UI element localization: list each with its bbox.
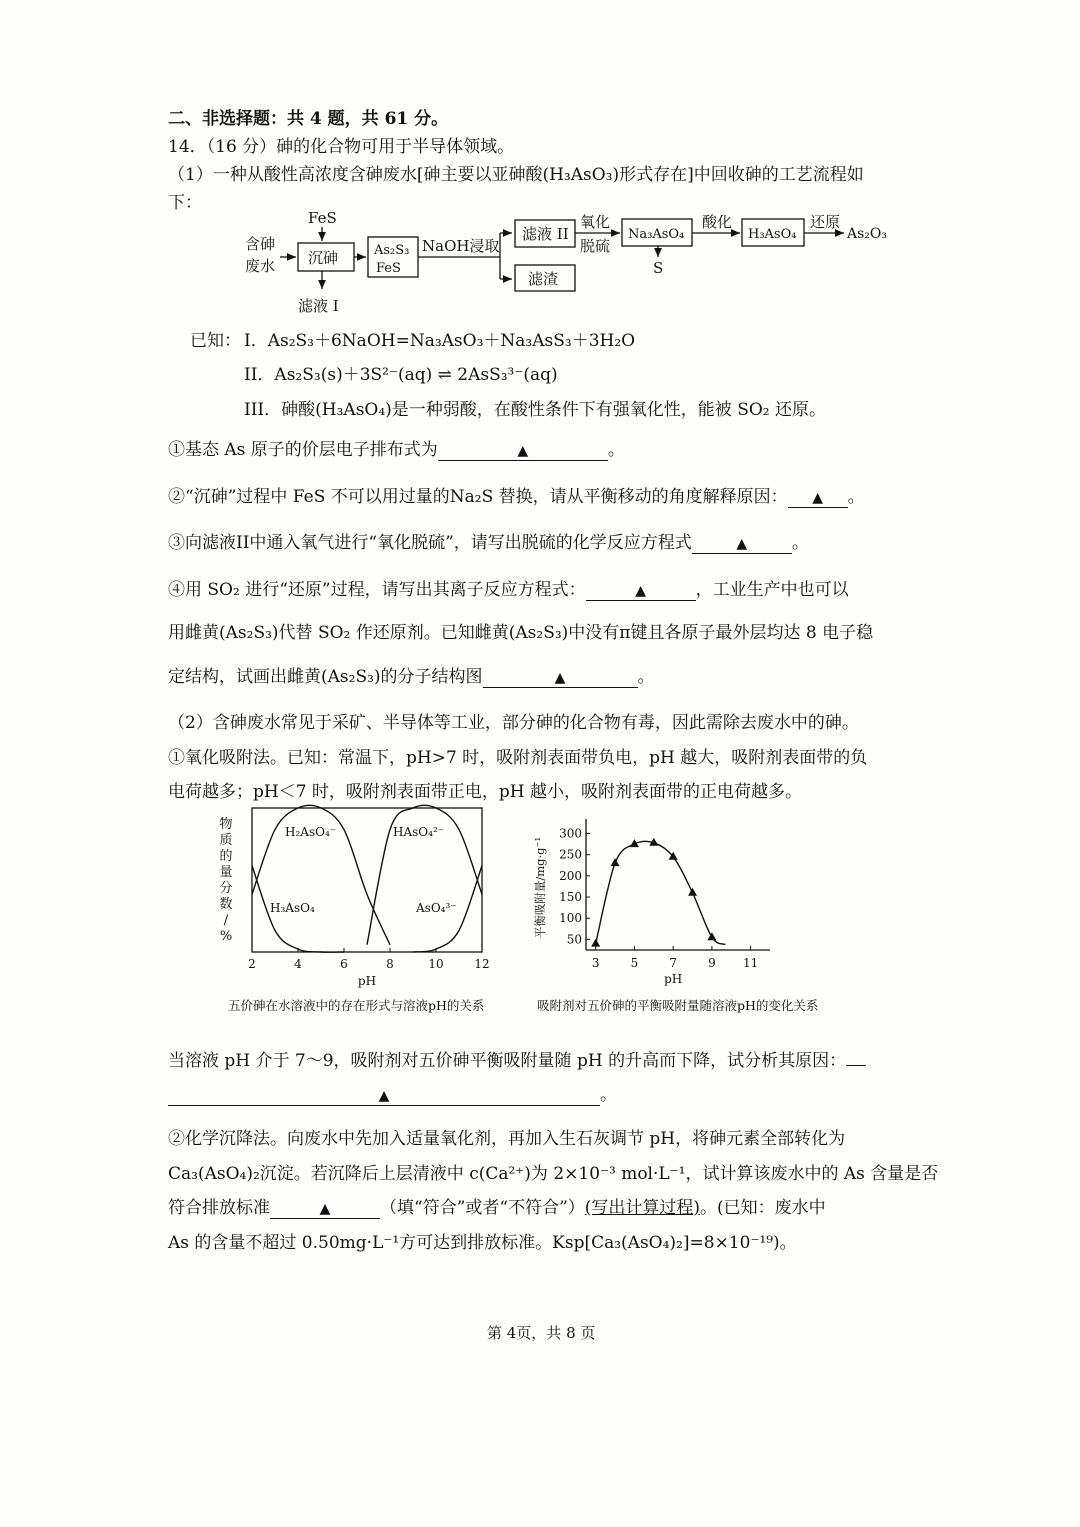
chart1-series-label: H₃AsO₄ [270, 901, 315, 915]
flow-box-solid-line2: FeS [376, 261, 401, 276]
known-iii: III．砷酸(H₃AsO₄)是一种弱酸，在酸性条件下有强氧化性，能被 SO₂ 还原。 [244, 400, 827, 420]
chart2-x-tick-label: 7 [669, 956, 677, 970]
chart-adsorption-capacity [530, 815, 790, 995]
chart1-x-tick-label: 8 [386, 957, 394, 971]
flow-box-residue-label: 滤渣 [528, 270, 559, 288]
known-ii: II．As₂S₃(s)＋3S²⁻(aq) ⇌ 2AsS₃³⁻(aq) [244, 365, 558, 385]
chart2-y-tick-label: 300 [559, 826, 582, 841]
question-4-text-a: ④用 SO₂ 进行“还原”过程，请写出其离子反应方程式： [168, 580, 586, 600]
question-3: ③向滤液II中通入氧气进行“氧化脱硫”，请写出脱硫的化学反应方程式 ▲ 。 [168, 533, 809, 553]
question-6-line2: Ca₃(AsO₄)₂沉淀。若沉降后上层清液中 c(Ca²⁺)为 2×10⁻³ mol·L⁻¹，试计算该废水中的 As 含量是否 [168, 1164, 939, 1184]
flow-acidify-label: 酸化 [702, 213, 733, 231]
flow-oxidation-label1: 氧化 [580, 213, 611, 231]
page-footer: 第 4页，共 8 页 [487, 1324, 596, 1342]
flow-box-solid-line1: As₂S₃ [374, 243, 410, 258]
question-4-line2: 用雌黄(As₂S₃)代替 SO₂ 作还原剂。已知雌黄(As₂S₃)中没有π键且各原子最外层均达 8 电子稳 [168, 623, 874, 643]
chart1-series-label: HAsO₄²⁻ [393, 825, 445, 839]
flow-input-line2: 废水 [245, 257, 276, 275]
answer-blank-4[interactable]: ▲ [586, 580, 696, 601]
chart2-y-tick-label: 200 [559, 868, 582, 883]
question-1: ①基态 As 原子的价层电子排布式为 ▲ 。 [168, 440, 625, 460]
chart-species-distribution [210, 800, 500, 995]
chart1-x-tick-label: 12 [474, 957, 490, 971]
flow-fes-label: FeS [308, 209, 337, 227]
part-2-text-a: ①氧化吸附法。已知：常温下，pH>7 时，吸附剂表面带负电，pH 越大，吸附剂表面带的负 [168, 748, 868, 768]
question-3-text: ③向滤液II中通入氧气进行“氧化脱硫”，请写出脱硫的化学反应方程式 [168, 533, 692, 553]
answer-blank-5[interactable]: ▲ [483, 667, 638, 688]
chart1-y-axis-label-char: 分 [219, 881, 233, 896]
chart1-x-axis-label: pH [357, 974, 377, 988]
chart1-y-axis-label-char: % [219, 929, 233, 944]
known-i: I．As₂S₃＋6NaOH=Na₃AsO₃＋Na₃AsS₃＋3H₂O [244, 331, 636, 351]
flow-naoh-label: NaOH浸取 [422, 237, 500, 255]
chart1-x-tick-label: 4 [294, 957, 302, 971]
chart2-caption: 吸附剂对五价砷的平衡吸附量随溶液pH的变化关系 [537, 998, 819, 1013]
question-6-text-c3: (写出计算过程) [584, 1198, 701, 1218]
question-6-text-c4: 。(已知：废水中 [700, 1198, 826, 1218]
chart2-y-tick-label: 100 [559, 911, 582, 926]
known-label: 已知： [190, 331, 241, 351]
chart2-x-axis-label: pH [664, 972, 683, 986]
flow-box-h3aso4-label: H₃AsO₄ [748, 227, 797, 242]
question-2-text: ②“沉砷”过程中 FeS 不可以用过量的Na₂S 替换，请从平衡移动的角度解释原因： [168, 487, 788, 507]
flow-box-filtrate2-label: 滤液 II [522, 225, 569, 243]
answer-blank-1[interactable]: ▲ [438, 440, 608, 461]
chart2-x-tick-label: 5 [630, 956, 639, 970]
section-header: 二、非选择题：共 4 题，共 61 分。 [168, 109, 449, 129]
flow-box-precipitation-label: 沉砷 [308, 249, 339, 267]
question-5-text: 当溶液 pH 介于 7～9，吸附剂对五价砷平衡吸附量随 pH 的升高而下降，试分析其原因： [168, 1051, 847, 1071]
chart2-y-tick-label: 150 [559, 890, 582, 905]
answer-blank-2[interactable]: ▲ [788, 487, 848, 508]
chart1-y-axis-label-char: / [223, 913, 229, 928]
answer-blank-6[interactable]: ▲ [168, 1085, 600, 1106]
question-4-text-d: 定结构，试画出雌黄(As₂S₃)的分子结构图 [168, 667, 483, 687]
chart1-series-label: AsO₄³⁻ [416, 901, 457, 915]
flow-product-label: As₂O₃ [847, 226, 887, 242]
chart1-y-axis-label-char: 量 [219, 865, 233, 880]
flow-filtrate1-label: 滤液 I [298, 297, 339, 315]
chart2-series-line [596, 841, 726, 944]
question-2: ②“沉砷”过程中 FeS 不可以用过量的Na₂S 替换，请从平衡移动的角度解释原因： ▲ 。 [168, 487, 865, 507]
answer-blank-3[interactable]: ▲ [692, 533, 792, 554]
chart1-y-axis-label-char: 物 [219, 817, 233, 832]
question-14-part1-text: （1）一种从酸性高浓度含砷废水[砷主要以亚砷酸(H₃AsO₃)形式存在]中回收砷的工艺流程如 [168, 165, 864, 185]
flow-sulfur-label: S [653, 259, 664, 277]
chart2-data-point [688, 888, 697, 896]
chart2-data-point [611, 858, 620, 866]
question-6-line1: ②化学沉降法。向废水中先加入适量氧化剂，再加入生石灰调节 pH，将砷元素全部转化为 [168, 1129, 846, 1149]
flow-input-line1: 含砷 [245, 235, 276, 253]
chart2-x-tick-label: 11 [742, 956, 759, 970]
question-14-title: 14．（16 分）砷的化合物可用于半导体领域。 [168, 137, 515, 157]
flow-oxidation-label2: 脱硫 [580, 237, 611, 255]
chart2-data-point [707, 932, 716, 940]
chart2-x-tick-label: 9 [708, 956, 716, 970]
question-6-line3 [168, 1193, 826, 1219]
chart1-y-axis-label-char: 数 [219, 897, 233, 912]
process-flowchart [230, 205, 930, 320]
question-5-line2: ▲ 。 [168, 1080, 617, 1106]
question-6-text-c2: （填“符合”或者“不符合”） [380, 1198, 585, 1218]
question-14-part1-text-cont: 下： [168, 193, 202, 213]
answer-blank-6a[interactable] [846, 1045, 866, 1066]
chart2-x-tick-label: 3 [591, 956, 600, 970]
question-5-line1 [168, 1045, 866, 1071]
question-4-text-b: ，工业生产中也可以 [695, 580, 849, 600]
chart1-x-tick-label: 2 [248, 957, 256, 971]
chart1-caption: 五价砷在水溶液中的存在形式与溶液pH的关系 [228, 998, 485, 1013]
question-4-line3: 定结构，试画出雌黄(As₂S₃)的分子结构图 ▲ 。 [168, 667, 655, 687]
flow-box-na3aso4-label: Na₃AsO₄ [628, 227, 685, 242]
flow-reduce-label: 还原 [810, 213, 841, 231]
chart1-y-axis-label-char: 质 [219, 833, 233, 848]
chart2-y-axis-label: 平衡吸附量/mg·g⁻¹ [533, 836, 547, 939]
chart1-x-tick-label: 10 [428, 957, 444, 971]
chart1-y-axis-label-char: 的 [219, 849, 233, 864]
question-1-text: ①基态 As 原子的价层电子排布式为 [168, 440, 438, 460]
question-6-line4: As 的含量不超过 0.50mg·L⁻¹方可达到排放标准。Ksp[Ca₃(AsO₄)₂]=8×10⁻¹⁹)。 [168, 1233, 797, 1253]
chart2-y-tick-label: 50 [566, 932, 582, 947]
part-2-text-b: 电荷越多；pH＜7 时，吸附剂表面带正电，pH 越小，吸附剂表面带的正电荷越多。 [168, 782, 803, 802]
question-6-text-c1: 符合排放标准 [168, 1198, 270, 1218]
part-2-title: （2）含砷废水常见于采矿、半导体等工业，部分砷的化合物有毒，因此需除去废水中的砷。 [168, 713, 859, 733]
answer-blank-7[interactable]: ▲ [270, 1198, 380, 1219]
chart2-data-point [591, 939, 600, 947]
question-4-line1 [168, 575, 849, 601]
chart2-y-tick-label: 250 [559, 847, 582, 862]
chart1-x-tick-label: 6 [340, 957, 348, 971]
chart1-series-label: H₂AsO₄⁻ [285, 825, 337, 839]
